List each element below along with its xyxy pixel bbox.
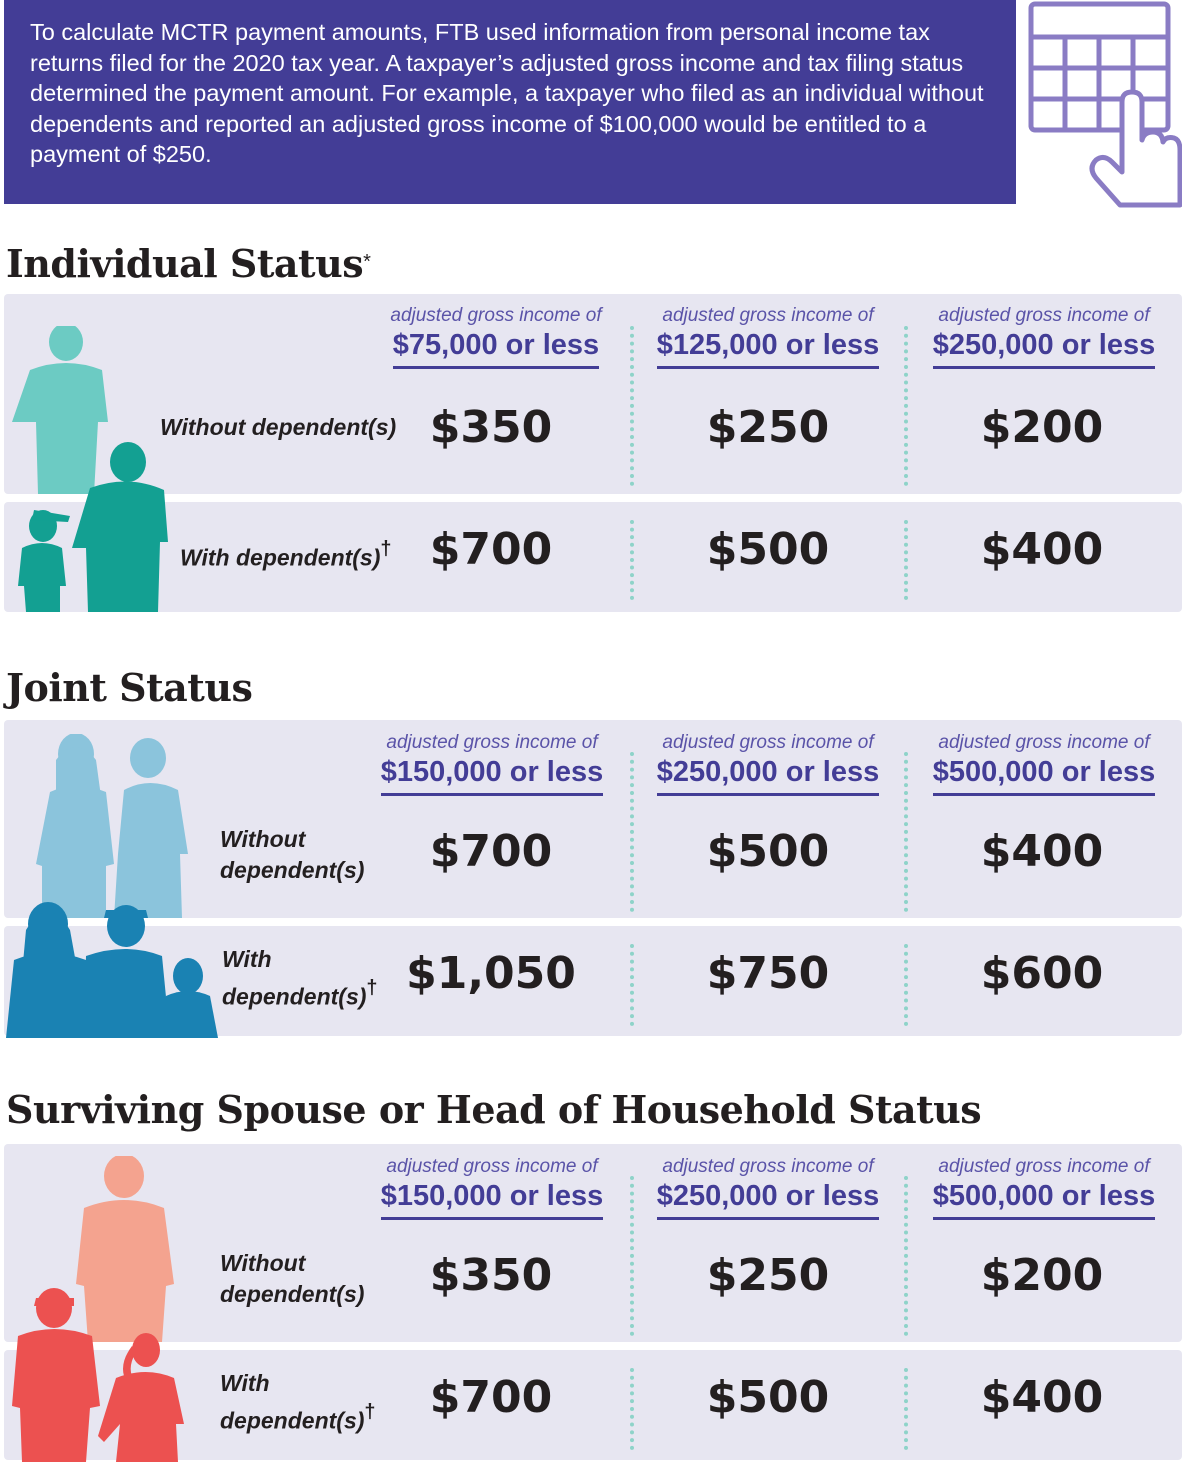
intro-text-box <box>4 0 1016 204</box>
amount-cell: $250 <box>706 402 830 453</box>
row-label-with-dependents: With dependent(s)† <box>180 538 392 571</box>
section-title-surviving-spouse: Surviving Spouse or Head of Household Status <box>6 1087 982 1132</box>
parent-children-silhouette-icon <box>12 1156 202 1462</box>
section-title-individual: Individual Status* <box>6 241 371 286</box>
individual-bracket-2 <box>618 304 918 369</box>
bracket-label: $250,000 or less <box>933 328 1156 369</box>
row-label-without-dependents: Without dependent(s) <box>160 414 397 440</box>
bracket-label: $125,000 or less <box>657 328 880 369</box>
individual-bracket-3 <box>894 304 1182 369</box>
amount-cell: $400 <box>980 1372 1104 1423</box>
intro-text: To calculate MCTR payment amounts, FTB used information from personal income tax returns filed for the 2020 tax year. A taxpayer’s adjusted gross income and tax filing status determined the payment amount. For example, a taxpayer who filed as an individual without dependents and reported an adjusted gross income of $100,000 would be entitled to a payment of $250. <box>30 19 984 167</box>
row-label-with-dependents: With dependent(s)† <box>222 946 378 1010</box>
couple-family-silhouette-icon <box>6 734 220 1038</box>
row-label-without-dependents: Without dependent(s) <box>220 826 365 883</box>
row-label-with-dependents: With dependent(s)† <box>220 1370 376 1434</box>
surviving-bracket-1 <box>342 1155 642 1220</box>
parent-child-silhouette-icon <box>8 326 173 616</box>
bracket-label: $250,000 or less <box>657 755 880 796</box>
income-prefix: adjusted gross income of <box>662 1156 874 1177</box>
surviving-bracket-2 <box>618 1155 918 1220</box>
footnote-mark: † <box>366 977 378 999</box>
income-prefix: adjusted gross income of <box>938 732 1150 753</box>
bracket-label: $75,000 or less <box>393 328 599 369</box>
joint-bracket-3 <box>894 731 1182 796</box>
surviving-bracket-3 <box>894 1155 1182 1220</box>
amount-cell: $200 <box>980 1250 1104 1301</box>
bracket-label: $500,000 or less <box>933 755 1156 796</box>
amount-cell: $500 <box>706 524 830 575</box>
income-prefix: adjusted gross income of <box>938 305 1150 326</box>
joint-bracket-2 <box>618 731 918 796</box>
income-prefix: adjusted gross income of <box>662 732 874 753</box>
amount-cell: $500 <box>706 826 830 877</box>
section-title-joint: Joint Status <box>6 665 253 710</box>
amount-cell: $250 <box>706 1250 830 1301</box>
amount-cell: $600 <box>980 948 1104 999</box>
amount-cell: $400 <box>980 826 1104 877</box>
amount-cell: $200 <box>980 402 1104 453</box>
income-prefix: adjusted gross income of <box>386 1156 598 1177</box>
income-prefix: adjusted gross income of <box>390 305 602 326</box>
amount-cell: $400 <box>980 524 1104 575</box>
individual-bracket-1 <box>346 304 646 369</box>
title-footnote-mark: * <box>363 251 371 273</box>
amount-cell: $750 <box>706 948 830 999</box>
footnote-mark: † <box>364 1401 376 1423</box>
amount-cell: $700 <box>429 1372 553 1423</box>
footnote-mark: † <box>380 538 392 560</box>
amount-cell: $700 <box>429 524 553 575</box>
calculator-tap-icon <box>1024 0 1182 208</box>
amount-cell: $700 <box>429 826 553 877</box>
amount-cell: $350 <box>429 402 553 453</box>
joint-bracket-1 <box>342 731 642 796</box>
income-prefix: adjusted gross income of <box>938 1156 1150 1177</box>
amount-cell: $350 <box>429 1250 553 1301</box>
bracket-label: $500,000 or less <box>933 1179 1156 1220</box>
income-prefix: adjusted gross income of <box>662 305 874 326</box>
amount-cell: $500 <box>706 1372 830 1423</box>
row-label-without-dependents: Without dependent(s) <box>220 1250 365 1307</box>
bracket-label: $250,000 or less <box>657 1179 880 1220</box>
bracket-label: $150,000 or less <box>381 755 604 796</box>
income-prefix: adjusted gross income of <box>386 732 598 753</box>
bracket-label: $150,000 or less <box>381 1179 604 1220</box>
amount-cell: $1,050 <box>406 948 576 999</box>
